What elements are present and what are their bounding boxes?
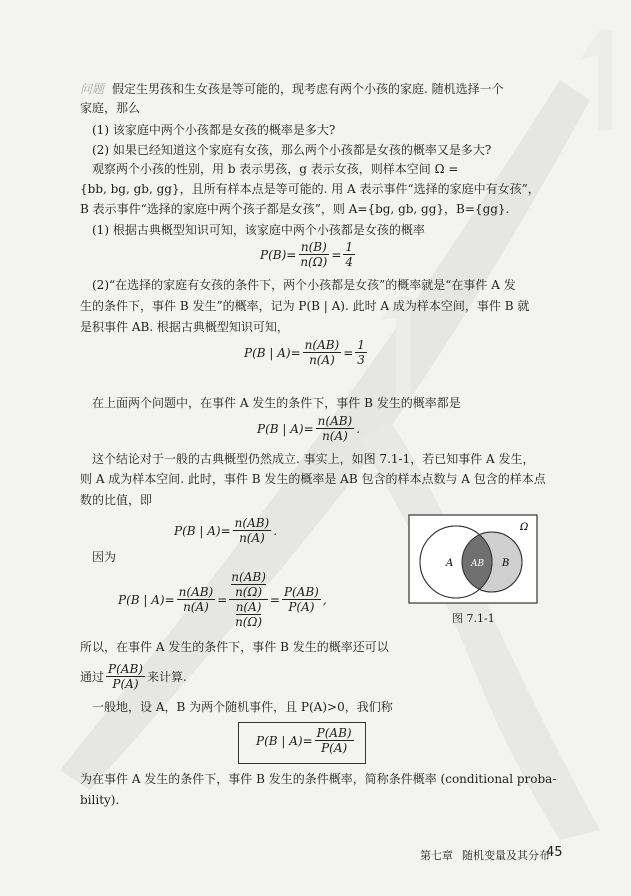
fraction-nab-na-4: $\frac{n(AB)}{n(A)}$ (178, 585, 214, 614)
analysis-part-2-line-2: 生的条件下，事件 B 发生”的概率，记为 P(B | A). 此时 A 成为样本空间，事件 B 就 (80, 299, 530, 313)
footer-chapter-title: 随机变量及其分布 (462, 849, 550, 862)
analysis-part-1: (1) 根据古典概型知识可知，该家庭中两个小孩都是女孩的概率 (92, 223, 425, 237)
fraction-nab-na-3: $\frac{n(AB)}{n(A)}$ (234, 516, 270, 545)
fraction-one-quarter: $\frac{1}{4}$ (345, 240, 354, 269)
question-line-2: 家庭，那么 (80, 101, 141, 115)
equation-p-b: P(B)= $\frac{n(B)}{n(\Omega)}$ = $\frac{1}{4}$ (260, 240, 354, 269)
venn-diagram (408, 514, 538, 604)
fraction-definition: $\frac{P(AB)}{P(A)}$ (316, 726, 352, 755)
summary-line: 在上面两个问题中，在事件 A 发生的条件下，事件 B 发生的概率都是 (92, 396, 461, 410)
equation-p-b-given-a-2: P(B | A)= $\frac{n(AB)}{n(A)}$ . (257, 414, 361, 443)
definition-formula: P(B | A)= $\frac{P(AB)}{P(A)}$ (256, 726, 352, 755)
definition-intro: 一般地，设 A，B 为两个随机事件，且 P(A)>0，我们称 (92, 700, 393, 714)
definition-line-2: bility). (80, 793, 120, 807)
general-line-1: 这个结论对于一般的古典概型仍然成立. 事实上，如图 7.1-1，若已知事件 A 发生， (92, 452, 535, 466)
analysis-part-2-line-3: 是积事件 AB. 根据古典概型知识可知， (80, 320, 289, 334)
general-line-2: 则 A 成为样本空间. 此时，事件 B 发生的概率是 AB 包含的样本点数与 A 包含的样本点 (80, 472, 546, 486)
question-part-1: (1) 该家庭中两个小孩都是女孩的概率是多大? (92, 123, 336, 137)
general-line-3: 数的比值，即 (80, 493, 153, 507)
label-b: B (502, 558, 510, 569)
equation-expanded: P(B | A)= $\frac{n(AB)}{n(A)}$ = n(AB) n(Ω) n(A) n(Ω) = $\frac{P(AB)}{P(A)}$ , (118, 570, 327, 629)
fraction-nb-nomega: $\frac{n(B)}{n(\Omega)}$ (300, 240, 328, 269)
analysis-line-2: {bb, bg, gb, gg}，且所有样本点是等可能的. 用 A 表示事件“选择的家庭中有女孩”， (80, 182, 540, 196)
fraction-one-third: $\frac{1}{3}$ (357, 338, 365, 367)
so-line-2: 通过 $\frac{P(AB)}{P(A)}$ 来计算. (80, 662, 187, 691)
fraction-nab-na: $\frac{n(AB)}{n(A)}$ (304, 338, 340, 367)
figure-caption: 图 7.1-1 (452, 612, 495, 625)
question-tag: 问题 (80, 82, 105, 96)
because-label: 因为 (92, 550, 117, 564)
equation-p-b-given-a-3: P(B | A)= $\frac{n(AB)}{n(A)}$ . (174, 516, 278, 545)
label-a: A (446, 558, 454, 569)
page-number: 45 (546, 845, 563, 860)
equation-p-b-given-a-1: P(B | A)= $\frac{n(AB)}{n(A)}$ = $\frac{1}{3}$ (244, 338, 365, 367)
question-line-1: 问题 假定生男孩和生女孩是等可能的，现考虑有两个小孩的家庭. 随机选择一个 (80, 82, 504, 96)
footer-chapter: 第七章 (420, 849, 453, 862)
fraction-pab-pa-inline: $\frac{P(AB)}{P(A)}$ (108, 662, 143, 691)
fraction-nab-na-2: $\frac{n(AB)}{n(A)}$ (317, 414, 353, 443)
label-ab: AB (471, 559, 485, 569)
definition-line-1: 为在事件 A 发生的条件下，事件 B 发生的条件概率，简称条件概率 (conditional proba- (80, 772, 557, 786)
question-part-2: (2) 如果已经知道这个家庭有女孩，那么两个小孩都是女孩的概率又是多大? (92, 143, 492, 157)
fraction-pab-pa: $\frac{P(AB)}{P(A)}$ (283, 585, 319, 614)
analysis-line-3: B 表示事件“选择的家庭中两个孩子都是女孩”，则 A={bg, gb, gg}，B={gg}. (80, 202, 510, 216)
analysis-part-2-line-1: (2)“在选择的家庭有女孩的条件下，两个小孩都是女孩”的概率就是“在事件 A 发 (92, 278, 516, 292)
analysis-line-1: 观察两个小孩的性别，用 b 表示男孩，g 表示女孩，则样本空间 Ω = (92, 162, 459, 176)
so-line-1: 所以，在事件 A 发生的条件下，事件 B 发生的概率还可以 (80, 640, 389, 654)
label-omega: Ω (520, 522, 529, 533)
compound-fraction: n(AB) n(Ω) n(A) n(Ω) (231, 570, 266, 629)
